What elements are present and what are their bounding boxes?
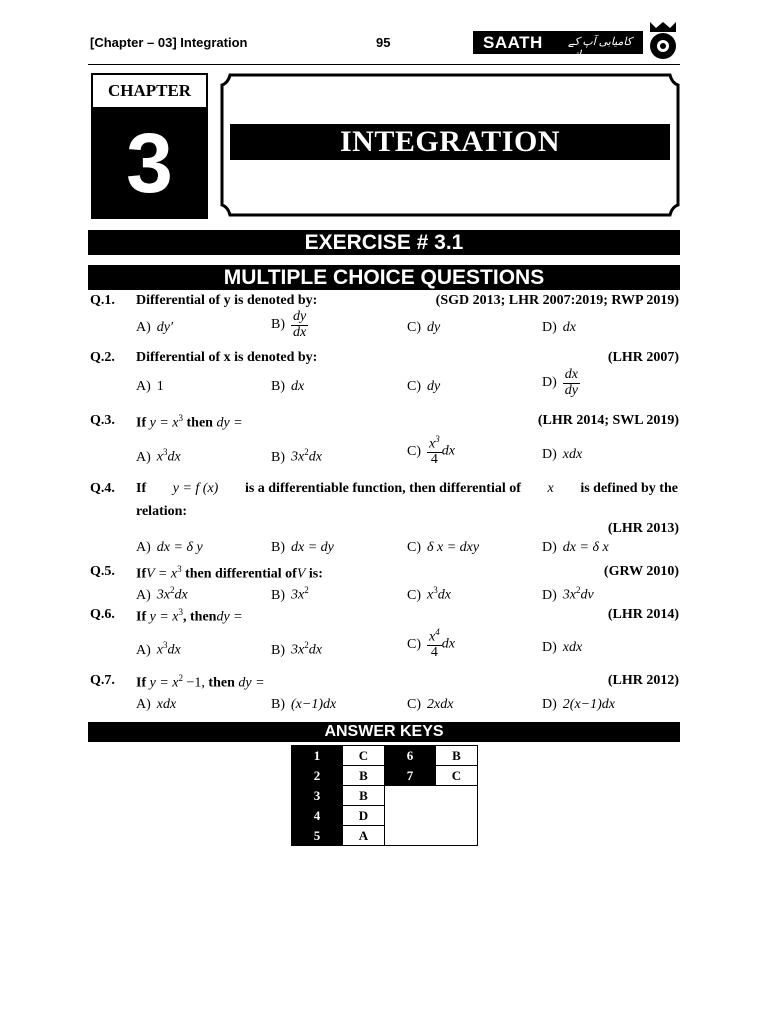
publisher-logo-icon [646, 20, 680, 60]
question-text: IfV = $x^3$ then differential ofV is: [136, 564, 323, 582]
question-number: Q.2. [90, 350, 115, 365]
q6-option-a: A) $x^3dx$ [136, 640, 181, 658]
chapter-word: CHAPTER [93, 75, 206, 109]
header-rule [88, 64, 680, 65]
exercise-heading: EXERCISE # 3.1 [88, 230, 680, 255]
q5-option-b: B) $3x^2$ [271, 585, 309, 603]
q4-option-d: D) dx = δ x [542, 540, 609, 555]
running-header-chapter: [Chapter – 03] Integration [90, 35, 248, 50]
chapter-number: 3 [93, 109, 206, 217]
q7-option-c: C) 2xdx [407, 697, 454, 712]
empty-cell [385, 786, 478, 846]
q7-option-d: D) 2(x−1)dx [542, 697, 615, 712]
question-number: Q.3. [90, 413, 115, 428]
q7-option-a: A) xdx [136, 697, 177, 712]
q2-option-b: B) dx [271, 379, 305, 394]
question-text: If $y = x^2 -1$, then dy = [136, 673, 265, 691]
brand-banner [473, 31, 643, 61]
table-row: 5 A [292, 826, 478, 846]
question-number: Q.6. [90, 607, 115, 622]
q7-option-b: B) (x−1)dx [271, 697, 337, 712]
question-number: Q.4. [90, 481, 115, 496]
q5-option-a: A) $3x^2dx$ [136, 585, 188, 603]
question-source: (LHR 2012) [607, 673, 679, 688]
table-row: 1 C 6 B [292, 746, 478, 766]
q4-option-b: B) dx = dy [271, 540, 334, 555]
question-text: If $y = x^3$ then dy = [136, 413, 243, 431]
question-source: (LHR 2007) [607, 350, 679, 365]
q2-option-c: C) dy [407, 379, 441, 394]
page-number: 95 [376, 35, 391, 50]
question-number: Q.1. [90, 293, 115, 308]
chapter-title: INTEGRATION [230, 124, 670, 160]
table-row: 3 B [292, 786, 478, 806]
q5-option-d: D) $3x^2dv$ [542, 585, 594, 603]
question-text: If y = f (x) is a differentiable function, then differential of x is defined by the [136, 481, 678, 496]
q1-option-d: D) dx [542, 320, 576, 335]
question-source: (SGD 2013; LHR 2007:2019; RWP 2019) [435, 293, 679, 308]
q1-option-b: B) $\frac{dy}{dx}$ [271, 309, 307, 340]
q1-option-a: A) dy′ [136, 320, 174, 335]
chapter-box [91, 73, 208, 219]
question-text: Differential of x is denoted by: [136, 350, 318, 365]
answer-keys-table [291, 745, 478, 846]
brand-tagline: کامیابی آپ کے ساتھ [568, 36, 632, 61]
q3-option-a: A) $x^3dx$ [136, 447, 181, 465]
table-row: 2 B 7 C [292, 766, 478, 786]
q6-option-c: C) $\frac{x^4}{4}$ dx [407, 627, 455, 661]
q2-option-d: D) $\frac{dx}{dy}$ [542, 367, 578, 398]
table-row: 4 D [292, 806, 478, 826]
q4-option-a: A) dx = δ y [136, 540, 203, 555]
question-source: (GRW 2010) [603, 564, 679, 579]
section-heading: MULTIPLE CHOICE QUESTIONS [88, 265, 680, 290]
brand-name: SAATH [483, 33, 543, 52]
q6-option-b: B) $3x^2dx$ [271, 640, 322, 658]
q3-option-c: C) $\frac{x^3}{4}$ dx [407, 434, 455, 468]
question-text: If $y = x^3$, thendy = [136, 607, 243, 625]
q1-option-c: C) dy [407, 320, 441, 335]
question-text-continued: relation: [136, 504, 188, 519]
q3-option-d: D) xdx [542, 447, 583, 462]
question-number: Q.7. [90, 673, 115, 688]
answer-keys-heading: ANSWER KEYS [88, 722, 680, 742]
question-source: (LHR 2014) [607, 607, 679, 622]
question-number: Q.5. [90, 564, 115, 579]
q4-option-c: C) δ x = dxy [407, 540, 480, 555]
question-source: (LHR 2014; SWL 2019) [537, 413, 679, 428]
q5-option-c: C) $x^3dx$ [407, 585, 451, 603]
question-text: Differential of y is denoted by: [136, 293, 318, 308]
q6-option-d: D) xdx [542, 640, 583, 655]
question-source: (LHR 2013) [607, 521, 679, 536]
q3-option-b: B) $3x^2dx$ [271, 447, 322, 465]
q2-option-a: A) 1 [136, 379, 164, 394]
